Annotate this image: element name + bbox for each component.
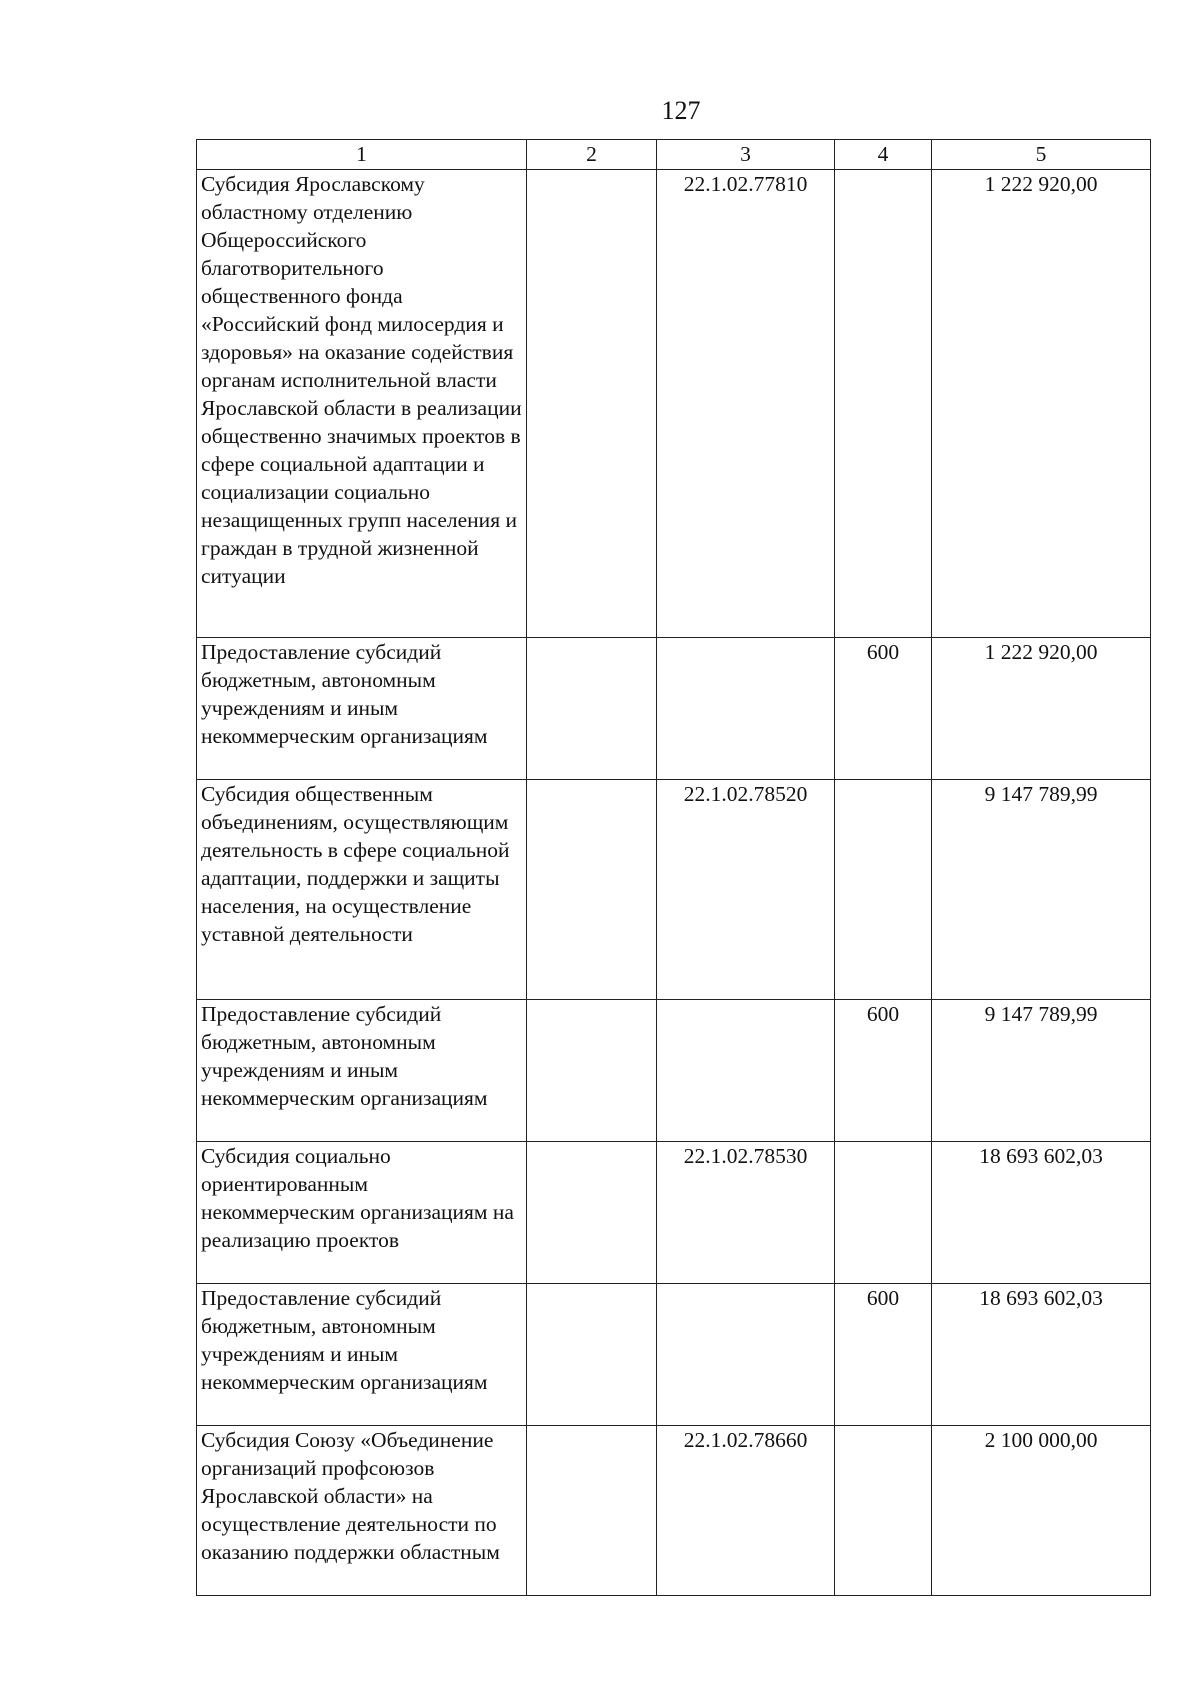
row-code: 22.1.02.78520 (657, 780, 835, 1000)
column-header-4: 4 (835, 140, 932, 170)
budget-table (196, 139, 1151, 1596)
row-amount: 1 222 920,00 (932, 170, 1151, 638)
table-row (197, 638, 1151, 780)
row-code (657, 638, 835, 780)
row-type: 600 (835, 1284, 932, 1426)
column-header-1: 1 (197, 140, 527, 170)
row-name: Субсидия Союзу «Объединение организаций профсоюзов Ярославской области» на осуществление деятельности по оказанию поддержки областным (197, 1426, 527, 1596)
table-row (197, 1284, 1151, 1426)
row-type (835, 170, 932, 638)
row-type (835, 1426, 932, 1596)
row-code (657, 1000, 835, 1142)
row-col2 (527, 1142, 657, 1284)
row-name: Субсидия Ярославскому областному отделению Общероссийского благотворительного общественного фонда «Российский фонд милосердия и здоровья» на оказание содействия органам исполнительной власти Ярославской области в реализации общественно значимых проектов в сфере социальной адаптации и социализации социально незащищенных групп населения и граждан в трудной жизненной ситуации (197, 170, 527, 638)
row-amount: 1 222 920,00 (932, 638, 1151, 780)
row-col2 (527, 638, 657, 780)
row-type (835, 1142, 932, 1284)
row-name: Субсидия общественным объединениям, осуществляющим деятельность в сфере социальной адаптации, поддержки и защиты населения, на осуществление уставной деятельности (197, 780, 527, 1000)
row-code: 22.1.02.77810 (657, 170, 835, 638)
row-name: Предоставление субсидий бюджетным, автономным учреждениям и иным некоммерческим организациям (197, 1000, 527, 1142)
row-amount: 9 147 789,99 (932, 1000, 1151, 1142)
row-col2 (527, 780, 657, 1000)
column-header-5: 5 (932, 140, 1151, 170)
row-type (835, 780, 932, 1000)
row-code: 22.1.02.78660 (657, 1426, 835, 1596)
row-amount: 2 100 000,00 (932, 1426, 1151, 1596)
row-name: Предоставление субсидий бюджетным, автономным учреждениям и иным некоммерческим организациям (197, 638, 527, 780)
row-col2 (527, 1284, 657, 1426)
row-amount: 18 693 602,03 (932, 1142, 1151, 1284)
row-type: 600 (835, 638, 932, 780)
row-name: Субсидия социально ориентированным некоммерческим организациям на реализацию проектов (197, 1142, 527, 1284)
column-header-3: 3 (657, 140, 835, 170)
table-header-row (197, 140, 1151, 170)
row-type: 600 (835, 1000, 932, 1142)
column-header-2: 2 (527, 140, 657, 170)
page-number: 127 (661, 96, 701, 125)
row-amount: 18 693 602,03 (932, 1284, 1151, 1426)
row-col2 (527, 170, 657, 638)
table-row (197, 1142, 1151, 1284)
row-col2 (527, 1000, 657, 1142)
table-row (197, 1000, 1151, 1142)
row-code (657, 1284, 835, 1426)
row-code: 22.1.02.78530 (657, 1142, 835, 1284)
row-amount: 9 147 789,99 (932, 780, 1151, 1000)
table-row (197, 780, 1151, 1000)
row-col2 (527, 1426, 657, 1596)
table-row (197, 170, 1151, 638)
table-row (197, 1426, 1151, 1596)
row-name: Предоставление субсидий бюджетным, автономным учреждениям и иным некоммерческим организациям (197, 1284, 527, 1426)
